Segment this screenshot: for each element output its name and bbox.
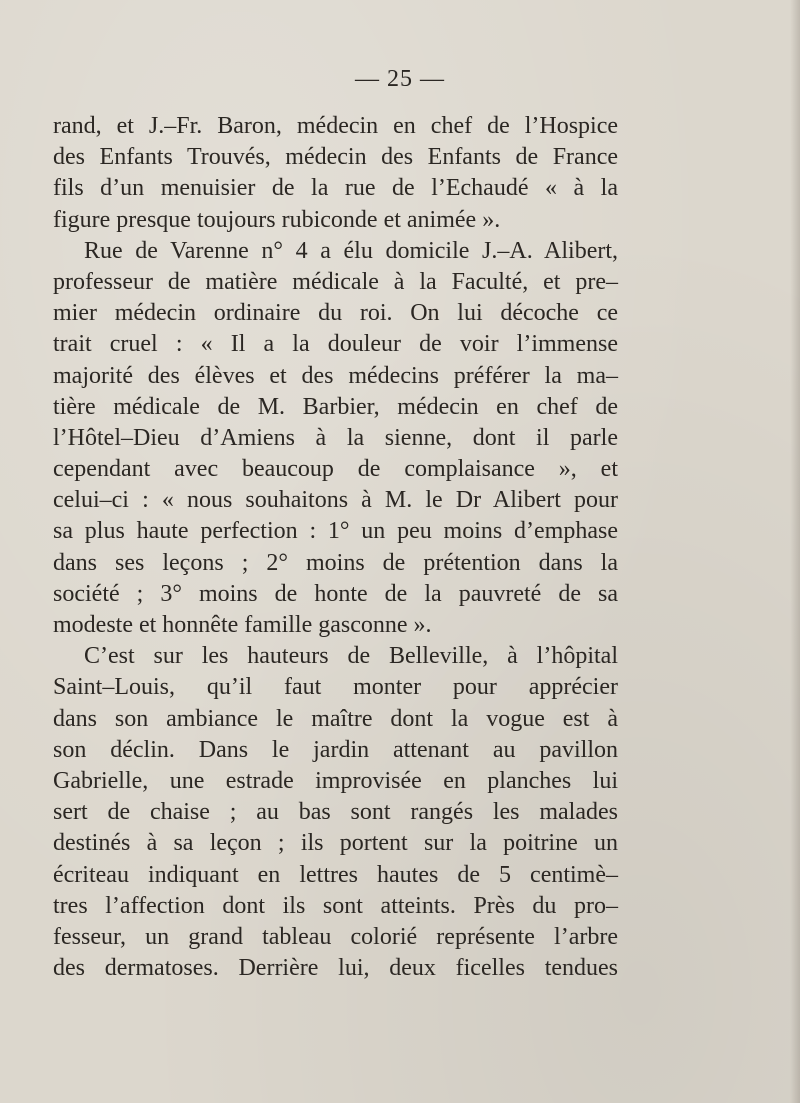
text-line: dans ses leçons ; 2° moins de prétention dans la (53, 549, 618, 576)
page-edge-shadow (790, 0, 800, 1103)
text-line: l’Hôtel–Dieu d’Amiens à la sienne, dont il parle (53, 424, 618, 451)
body-text (53, 111, 618, 984)
text-line: fesseur, un grand tableau colorié représente l’arbre (53, 923, 618, 950)
text-line: tière médicale de M. Barbier, médecin en chef de (53, 393, 618, 420)
text-line: son déclin. Dans le jardin attenant au pavillon (53, 736, 618, 763)
text-line: destinés à sa leçon ; ils portent sur la poitrine un (53, 830, 618, 857)
text-line: dans son ambiance le maître dont la vogue est à (53, 705, 618, 732)
text-line: des dermatoses. Derrière lui, deux ficelles tendues (53, 955, 618, 982)
text-line: C’est sur les hauteurs de Belleville, à l’hôpital (84, 643, 618, 670)
text-line: rand, et J.–Fr. Baron, médecin en chef de l’Hospice (53, 113, 618, 139)
text-line: écriteau indiquant en lettres hautes de 5 centimè– (53, 861, 618, 888)
text-line: modeste et honnête famille gasconne ». (53, 612, 432, 638)
text-line: tres l’affection dont ils sont atteints. Près du pro– (53, 892, 618, 919)
text-line: sert de chaise ; au bas sont rangés les malades (53, 799, 618, 826)
text-line: majorité des élèves et des médecins préférer la ma– (53, 362, 618, 389)
text-line: celui–ci : « nous souhaitons à M. le Dr Alibert pour (53, 487, 618, 514)
text-line: fils d’un menuisier de la rue de l’Echaudé « à la (53, 175, 618, 202)
text-line: des Enfants Trouvés, médecin des Enfants de France (53, 144, 618, 171)
text-line: professeur de matière médicale à la Faculté, et pre– (53, 268, 618, 295)
text-line: figure presque toujours rubiconde et animée ». (53, 206, 501, 233)
text-line: trait cruel : « Il a la douleur de voir l’immense (53, 331, 618, 358)
text-line: Saint–Louis, qu’il faut monter pour apprécier (53, 674, 618, 701)
text-line: cependant avec beaucoup de complaisance », et (53, 456, 618, 483)
text-line: Gabrielle, une estrade improvisée en planches lui (53, 767, 618, 794)
text-line: Rue de Varenne n° 4 a élu domicile J.–A. Alibert, (84, 237, 618, 264)
text-line: sa plus haute perfection : 1° un peu moins d’emphase (53, 518, 618, 545)
page-number: — 25 — (355, 66, 445, 92)
text-line: société ; 3° moins de honte de la pauvreté de sa (53, 580, 618, 607)
text-line: mier médecin ordinaire du roi. On lui décoche ce (53, 300, 618, 327)
